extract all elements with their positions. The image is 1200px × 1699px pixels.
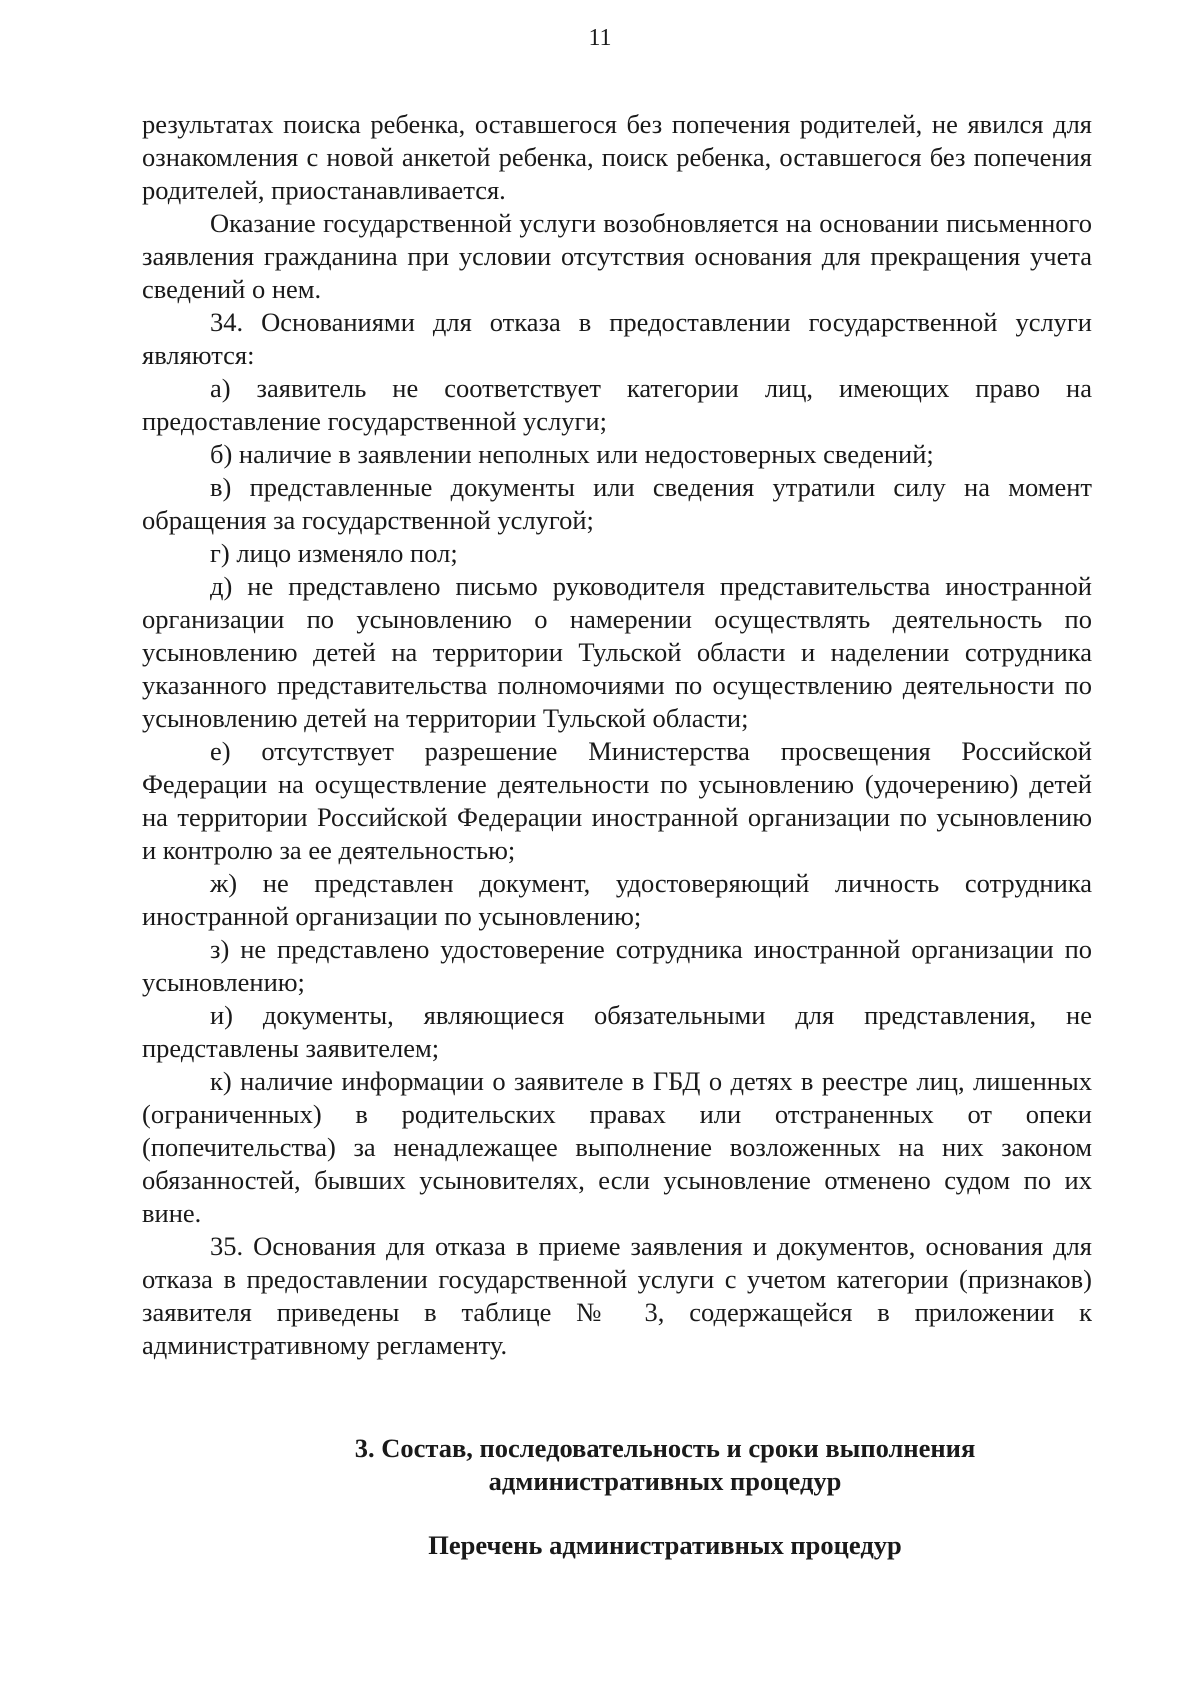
document-body xyxy=(142,108,1092,1362)
list-item-g: г) лицо изменяло пол; xyxy=(210,538,458,568)
list-item-z: з) не представлено удостоверение сотрудника иностранной организации по усыновлению; xyxy=(142,934,1092,997)
subsection-heading: Перечень административных процедур xyxy=(428,1530,902,1560)
list-item-zh: ж) не представлен документ, удостоверяющий личность сотрудника иностранной организации по усыновлению; xyxy=(142,868,1092,931)
paragraph-continuation: результатах поиска ребенка, оставшегося без попечения родителей, не явился для ознакомления с новой анкетой ребенка, поиск ребенка, оставшегося без попечения родителей, приостанавливается. xyxy=(142,109,1092,205)
section-heading xyxy=(142,1432,1092,1498)
paragraph-item-34: 34. Основаниями для отказа в предоставлении государственной услуги являются: xyxy=(142,307,1092,370)
page-number: 11 xyxy=(588,25,612,51)
list-item-i: и) документы, являющиеся обязательными для представления, не представлены заявителем; xyxy=(142,1000,1092,1063)
list-item-a: а) заявитель не соответствует категории лиц, имеющих право на предоставление государственной услуги; xyxy=(142,373,1092,436)
list-item-d: д) не представлено письмо руководителя представительства иностранной организации по усыновлению о намерении осуществлять деятельность по усыновлению детей на территории Тульской области и наделении сотрудника указанного представительства полномочиями по осуществлению деятельности по усыновлению детей на территории Тульской области; xyxy=(142,571,1092,733)
list-item-v: в) представленные документы или сведения утратили силу на момент обращения за государственной услугой; xyxy=(142,472,1092,535)
paragraph-resumption: Оказание государственной услуги возобновляется на основании письменного заявления гражданина при условии отсутствия основания для прекращения учета сведений о нем. xyxy=(142,208,1092,304)
list-item-e: е) отсутствует разрешение Министерства просвещения Российской Федерации на осуществление деятельности по усыновлению (удочерению) детей на территории Российской Федерации иностранной организации по усыновлению и контролю за ее деятельностью; xyxy=(142,736,1092,865)
list-item-b: б) наличие в заявлении неполных или недостоверных сведений; xyxy=(210,439,934,469)
paragraph-item-35: 35. Основания для отказа в приеме заявления и документов, основания для отказа в предоставлении государственной услуги с учетом категории (признаков) заявителя приведены в таблице № 3, содержащейся в приложении к административному регламенту. xyxy=(142,1231,1092,1360)
section-heading-line-1: 3. Состав, последовательность и сроки выполнения xyxy=(354,1433,976,1463)
section-heading-line-2: административных процедур xyxy=(488,1466,842,1496)
list-item-k: к) наличие информации о заявителе в ГБД о детях в реестре лиц, лишенных (ограниченных) в родительских правах или отстраненных от опеки (попечительства) за ненадлежащее выполнение возложенных на них законом обязанностей, бывших усыновителях, если усыновление отменено судом по их вине. xyxy=(142,1066,1092,1228)
